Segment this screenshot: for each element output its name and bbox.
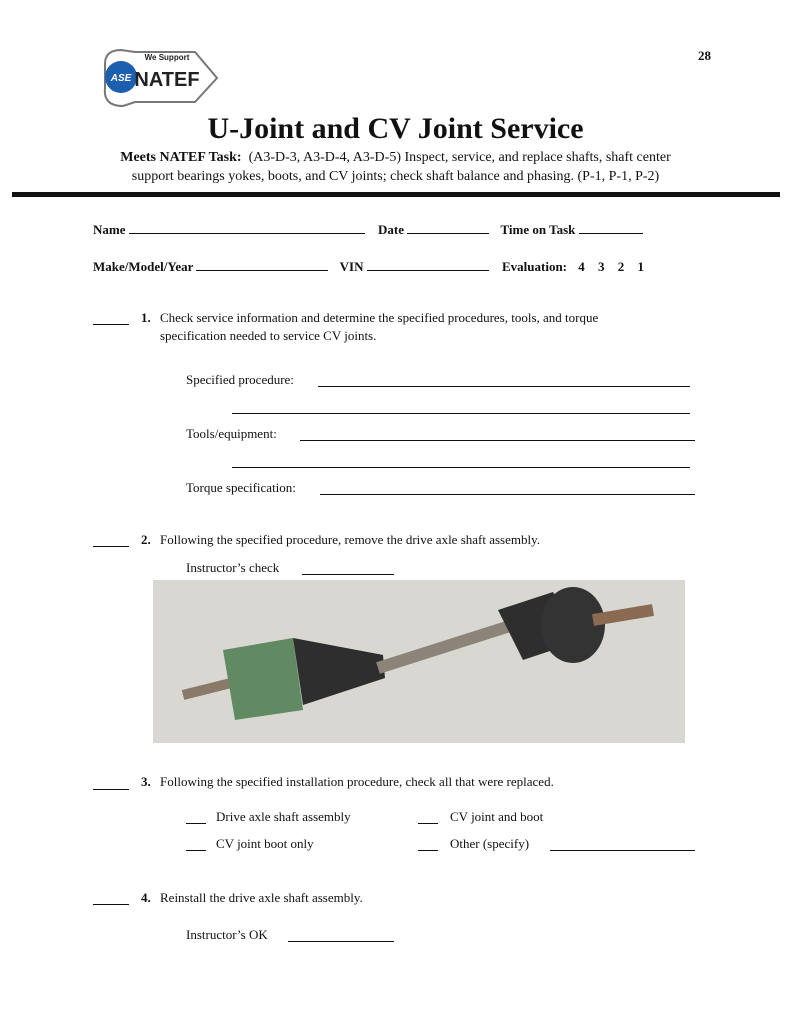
tools-field-2[interactable] [232,467,690,468]
item2-text: Following the specified procedure, remove the drive axle shaft assembly. [160,532,541,547]
item3-blank[interactable] [93,789,129,790]
score-1[interactable]: 1 [637,259,644,274]
procedure-field-2[interactable] [232,413,690,414]
item1-blank[interactable] [93,324,129,325]
svg-text:We Support: We Support [144,53,190,62]
item3-number: 3. [141,774,151,789]
tools-label: Tools/equipment: [186,426,277,441]
vin-field[interactable] [367,257,489,271]
score-4[interactable]: 4 [578,259,585,274]
task-text-1: (A3-D-3, A3-D-4, A3-D-5) Inspect, service, and replace shafts, shaft center [248,150,671,165]
score-2[interactable]: 2 [617,259,625,274]
date-label: Date [378,222,404,237]
instructor-ok-label: Instructor’s OK [186,927,268,942]
date-field[interactable] [407,220,489,234]
svg-text:NATEF: NATEF [134,69,200,91]
natef-key-logo-icon [95,42,227,110]
option-cv-joint-boot: CV joint and boot [450,809,544,824]
time-label: Time on Task [500,222,576,237]
axle-photo [153,580,685,743]
mmy-field[interactable] [196,257,328,271]
item2-blank[interactable] [93,546,129,547]
item4-text: Reinstall the drive axle shaft assembly. [160,890,363,905]
other-specify-field[interactable] [550,850,695,851]
option-checkbox-1[interactable] [186,823,206,824]
option-checkbox-3[interactable] [186,850,206,851]
item4-blank[interactable] [93,904,129,905]
option-checkbox-2[interactable] [418,823,438,824]
procedure-label: Specified procedure: [186,372,294,387]
instructor-check-label: Instructor’s check [186,560,280,575]
vehicle-row [93,257,644,275]
name-field[interactable] [129,220,365,234]
page-number: 28 [698,48,711,63]
time-field[interactable] [579,220,643,234]
item4-number: 4. [141,890,151,905]
item1-text-2: specification needed to service CV joints. [160,328,377,343]
page-title: U-Joint and CV Joint Service [207,112,584,145]
header-divider [12,192,780,197]
procedure-field[interactable] [318,386,690,387]
natef-logo [95,42,227,110]
torque-field[interactable] [320,494,695,495]
task-label: Meets NATEF Task: [120,150,242,165]
item2-number: 2. [141,532,151,547]
tools-field[interactable] [300,440,695,441]
svg-text:ASE: ASE [110,73,132,84]
item3-text: Following the specified installation procedure, check all that were replaced. [160,774,554,789]
drive-axle-image-icon [153,580,685,743]
name-label: Name [93,222,126,237]
task-line-2: support bearings yokes, boots, and CV joints; check shaft balance and phasing. (P-1, P-1, P-2) [131,169,660,184]
evaluation-label: Evaluation: [501,259,567,274]
item1-number: 1. [141,310,151,325]
instructor-ok-field[interactable] [288,941,394,942]
torque-label: Torque specification: [186,480,296,495]
name-row [93,220,643,238]
vin-label: VIN [339,259,364,274]
instructor-check-field[interactable] [302,574,394,575]
task-line-1 [0,150,791,166]
score-3[interactable]: 3 [598,259,605,274]
option-boot-only: CV joint boot only [216,836,314,851]
option-other: Other (specify) [450,836,530,851]
item1-text-1: Check service information and determine the specified procedures, tools, and torque [160,310,599,325]
option-checkbox-4[interactable] [418,850,438,851]
mmy-label: Make/Model/Year [93,259,194,274]
option-drive-axle: Drive axle shaft assembly [216,809,351,824]
